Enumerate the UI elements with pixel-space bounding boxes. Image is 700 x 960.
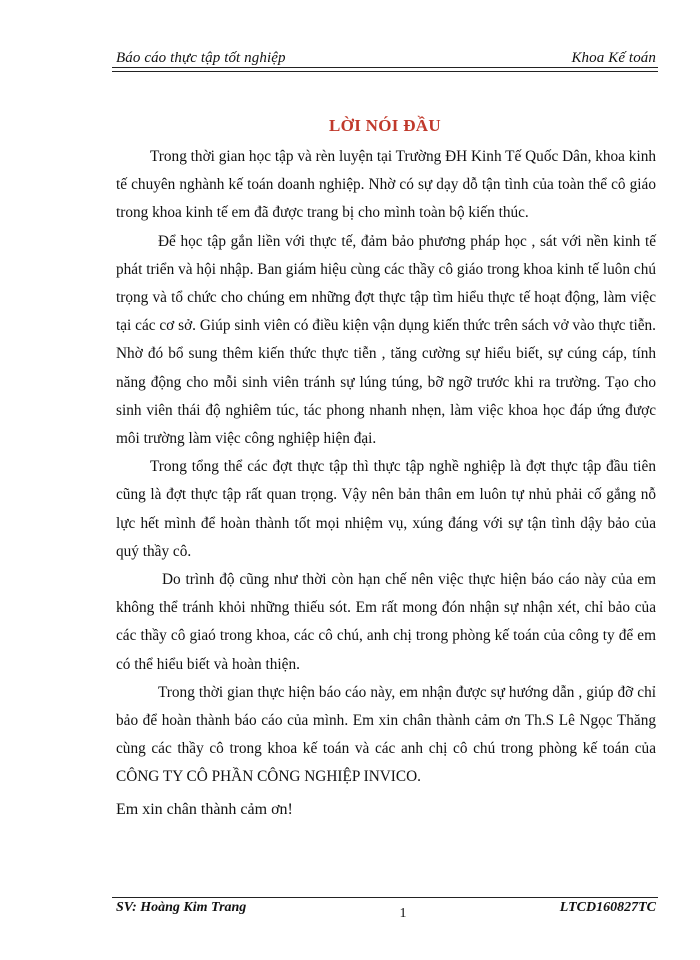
page-header — [116, 41, 656, 67]
footer-page-number: 1 — [399, 906, 407, 921]
paragraph-2: Để học tập gắn liền với thực tế, đảm bảo phương pháp học , sát với nền kinh tế phát triển và hội nhập. Ban giám hiệu cùng các thầy cô giáo trong khoa kinh tế luôn chú trọng và tổ chức cho chúng em những đợt thực tập tìm hiểu thực tế hoạt động, làm việc tại các cơ sở. Giúp sinh viên có điều kiện vận dụng kiến thức trên sách vở vào thực tiễn. Nhờ đó bổ sung thêm kiến thức thực tiễn , tăng cường sự hiểu biết, sự cúng cáp, tính năng động cho mỗi sinh viên tránh sự lúng túng, bỡ ngỡ trước khi ra trường. Tạo cho sinh viên thái độ nghiêm túc, tác phong nhanh nhẹn, làm việc khoa học đáp ứng được môi trường làm việc công nghiệp hiện đại. — [116, 232, 656, 448]
paragraph-1: Trong thời gian học tập và rèn luyện tại Trường ĐH Kinh Tế Quốc Dân, khoa kinh tế chuyên nghành kế toán doanh nghiệp. Nhờ có sự dạy dỗ tận tình của toàn thể cô giáo trong khoa kinh tế em đã được trang bị cho mình toàn bộ kiến thúc. — [116, 148, 656, 222]
paragraph-4: Do trình độ cũng như thời còn hạn chế nên việc thực hiện báo cáo này của em không thể tránh khỏi những thiếu sót. Em rất mong đón nhận sự nhận xét, chỉ bảo của các thầy cô giaó trong khoa, các cô chú, anh chị trong phòng kế toán của công ty để em có thể hiểu biết và hoàn thiện. — [116, 571, 656, 673]
document-title: LỜI NÓI ĐẦU — [329, 116, 441, 135]
header-divider-thin — [112, 71, 658, 72]
paragraph-5: Trong thời gian thực hiện báo cáo này, em nhận được sự hướng dẫn , giúp đỡ chỉ bảo để hoàn thành báo cáo của mình. Em xin chân thành cảm ơn Th.S Lê Ngọc Thăng cùng các thầy cô trong khoa kế toán và các anh chị cô chú trong phòng kế toán của CÔNG TY CÔ PHẦN CÔNG NGHIỆP INVICO. — [116, 683, 656, 786]
document-body — [116, 143, 656, 824]
footer-student-name: SV: Hoàng Kim Trang — [116, 900, 247, 915]
footer-class-code: LTCD160827TC — [559, 900, 656, 915]
footer-divider — [112, 897, 658, 898]
header-divider — [112, 67, 658, 68]
closing-line: Em xin chân thành cảm ơn! — [116, 800, 293, 818]
paragraph-3: Trong tổng thể các đợt thực tập thì thực tập nghề nghiệp là đợt thực tập đầu tiên cũng là đợt thực tập rất quan trọng. Vậy nên bản thân em luôn tự nhủ phải cố gắng nỗ lực hết mình để hoàn thành tốt mọi nhiệm vụ, xúng đáng với sự tận tình dậy bảo của quý thầy cô. — [116, 458, 656, 560]
header-department: Khoa Kế toán — [571, 50, 656, 66]
header-report-title: Báo cáo thực tập tốt nghiệp — [116, 50, 286, 66]
page-footer — [116, 900, 656, 922]
